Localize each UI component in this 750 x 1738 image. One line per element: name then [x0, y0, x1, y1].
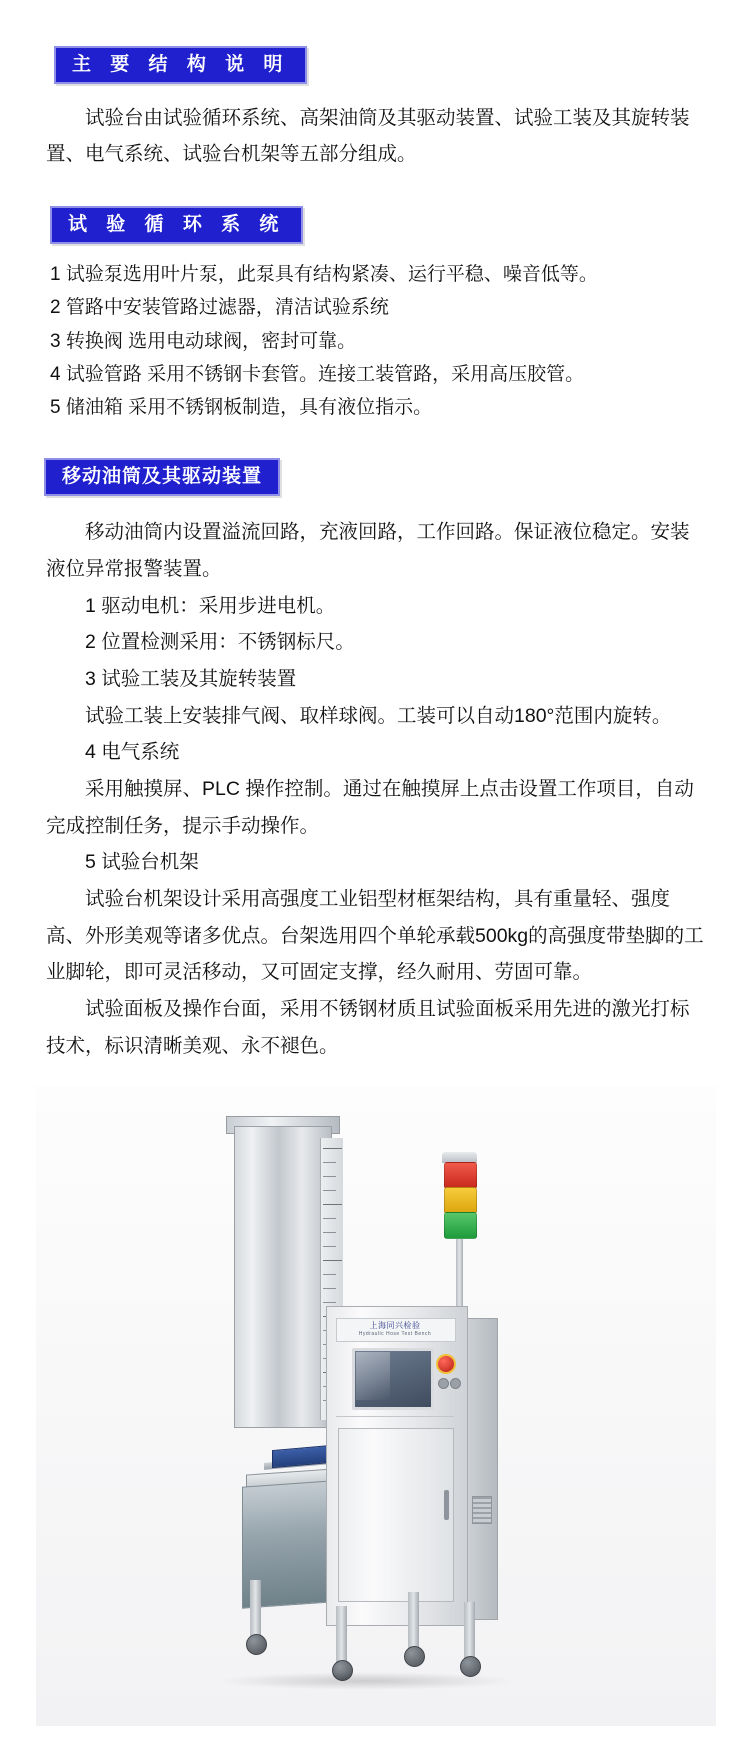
cabinet-side-panel	[466, 1318, 498, 1620]
frame-leg	[250, 1580, 261, 1638]
paragraph: 试验工装上安装排气阀、取样球阀。工装可以自动180°范围内旋转。	[85, 704, 672, 727]
section-heading-main-structure: 主 要 结 构 说 明	[54, 46, 307, 84]
paragraph: 1 驱动电机：采用步进电机。	[85, 594, 336, 617]
document-page	[0, 46, 750, 1738]
section-heading-test-circulation-system: 试 验 循 环 系 统	[50, 206, 303, 244]
paragraph: 试验面板及操作台面，采用不锈钢材质且试验面板采用先进的激光打标技术，标识清晰美观、永不褪色。	[46, 997, 690, 1057]
paragraph: 采用触摸屏、PLC 操作控制。通过在触摸屏上点击设置工作项目，自动完成控制任务，提示手动操作。	[46, 777, 694, 837]
panel-divider	[336, 1416, 454, 1417]
machine-logo-text: 上海同兴检验	[369, 1321, 421, 1331]
paragraph: 5 试验台机架	[85, 851, 199, 874]
section-3-heading-wrap	[44, 458, 714, 496]
signal-lamp-green	[444, 1212, 477, 1239]
section-2-heading-wrap	[50, 206, 714, 244]
signal-lamp-red	[444, 1162, 477, 1189]
list-item: 1 试验泵选用叶片泵，此泵具有结构紧凑、运行平稳、噪音低等。	[50, 264, 598, 286]
list-item: 2 管路中安装管路过滤器，清洁试验系统	[50, 297, 389, 319]
frame-leg	[464, 1602, 475, 1660]
paragraph: 试验台由试验循环系统、高架油筒及其驱动装置、试验工装及其旋转装置、电气系统、试验台机架等五部分组成。	[46, 107, 690, 166]
section-3-body	[36, 514, 714, 1064]
vent-grille	[472, 1496, 492, 1524]
product-photo	[36, 1086, 716, 1726]
cabinet-door	[338, 1428, 454, 1602]
screen-glare	[356, 1352, 390, 1400]
machine-logo-subtext: Hydraulic Hose Test Bench	[358, 1331, 432, 1338]
floor-shadow	[216, 1672, 516, 1690]
list-item: 3 转换阀 选用电动球阀，密封可靠。	[50, 330, 357, 352]
section-2-list	[36, 258, 714, 424]
signal-lamp-yellow	[444, 1187, 477, 1214]
caster-wheel	[404, 1646, 425, 1667]
section-1-body	[36, 100, 714, 172]
door-handle	[444, 1490, 449, 1520]
section-heading-moving-oil-cylinder: 移动油筒及其驱动装置	[44, 458, 280, 496]
paragraph: 3 试验工装及其旋转装置	[85, 668, 297, 690]
list-item: 5 储油箱 采用不锈钢板制造，具有液位指示。	[50, 397, 433, 419]
frame-leg	[336, 1606, 347, 1664]
paragraph: 试验台机架设计采用高强度工业铝型材框架结构，具有重量轻、强度高、外形美观等诸多优点。台架选用四个单轮承载500kg的高强度带垫脚的工业脚轮，即可灵活移动，又可固定支撑，经久耐用、劳固可靠。	[46, 887, 704, 984]
paragraph: 2 位置检测采用：不锈钢标尺。	[85, 631, 355, 654]
list-item: 4 试验管路 采用不锈钢卡套管。连接工装管路，采用高压胶管。	[50, 363, 585, 385]
paragraph: 4 电气系统	[85, 741, 180, 764]
paragraph: 移动油筒内设置溢流回路，充液回路，工作回路。保证液位稳定。安装液位异常报警装置。	[46, 521, 690, 581]
section-1-heading-wrap	[54, 46, 714, 84]
stainless-tower	[234, 1126, 332, 1428]
frame-leg	[408, 1592, 419, 1650]
caster-wheel	[246, 1634, 267, 1655]
